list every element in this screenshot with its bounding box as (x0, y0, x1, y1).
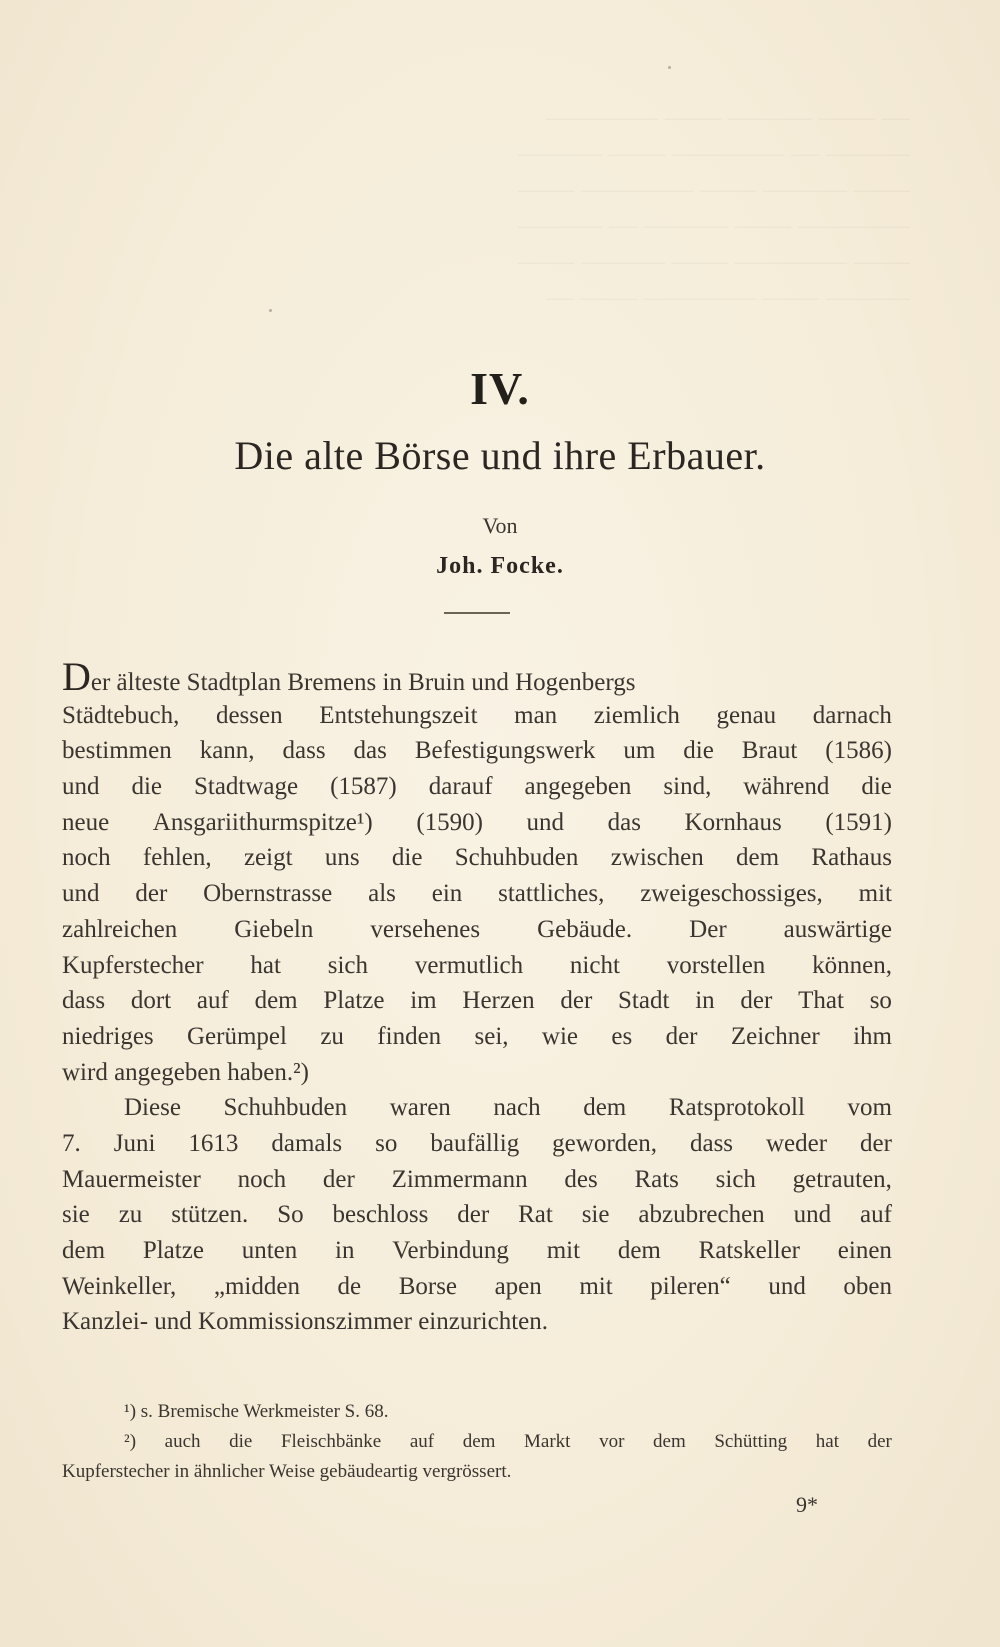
text-line (62, 912, 892, 948)
section-divider (444, 612, 510, 614)
word: das (607, 808, 641, 836)
word: während (743, 773, 830, 801)
word: Schuhbuden (454, 844, 579, 872)
chapter-number: IV. (470, 363, 530, 414)
word: der (867, 1431, 892, 1452)
article-body (62, 654, 892, 1340)
page-signature: 9* (796, 1492, 818, 1517)
word: vom (847, 1094, 892, 1122)
word: und (62, 773, 100, 801)
word: und (793, 1201, 832, 1229)
word: im (410, 987, 437, 1015)
word: können, (812, 951, 892, 979)
text-line: wird angegeben haben.²) (62, 1058, 309, 1086)
text-line (62, 698, 892, 734)
word: wie (541, 1022, 579, 1050)
word: der (322, 1165, 355, 1193)
word: der (665, 1022, 698, 1050)
word: die (683, 737, 714, 765)
word: neue (62, 808, 110, 836)
word: Rat (518, 1201, 553, 1229)
word: stützen. (171, 1201, 249, 1229)
word: unten (241, 1237, 298, 1264)
word: apen (494, 1272, 542, 1300)
word: hat (250, 951, 281, 979)
word: vor (599, 1431, 625, 1452)
bleed-through-background: — —— ——— —— ———— ——— — ———— —— ——— —— ——— —— ———— —— ———— —— ——— — ——— —— ———— —— ——— —— ——— —— ———— —— — (518, 102, 910, 313)
word: weder (766, 1129, 828, 1157)
text-line (62, 1233, 892, 1269)
word: Rathaus (811, 844, 892, 872)
word: Kornhaus (684, 808, 782, 836)
word: „midden (213, 1272, 300, 1300)
word: mit (858, 880, 892, 908)
word: noch (237, 1165, 287, 1193)
word: hat (815, 1431, 840, 1452)
word: (1590) (416, 808, 483, 836)
word: dem (62, 1237, 106, 1264)
word: sind, (663, 773, 712, 801)
word: Ratsprotokoll (668, 1094, 805, 1122)
word: auch (164, 1431, 201, 1452)
word: zeigt (243, 844, 293, 872)
word: Entstehungszeit (319, 701, 478, 729)
word: und (768, 1272, 806, 1300)
word: versehenes (370, 915, 481, 943)
word: sich (327, 951, 369, 979)
word: sei, (474, 1022, 509, 1050)
word: dass (282, 737, 326, 765)
word: sie (581, 1201, 610, 1229)
footnote-2 (62, 1427, 892, 1457)
text-line (62, 1019, 892, 1055)
word: der (135, 880, 168, 908)
word: zwischen (610, 844, 704, 872)
word: Schuhbuden (223, 1094, 348, 1122)
text-line (62, 1162, 892, 1198)
text-line (62, 1197, 892, 1233)
word: Verbindung (392, 1237, 509, 1264)
word: ²) (124, 1431, 137, 1452)
word: Ansgariithurmspitze¹) (152, 808, 373, 836)
word: (1591) (825, 808, 892, 836)
word: zahlreichen (62, 915, 178, 943)
word: getrauten, (792, 1165, 892, 1193)
word: und (526, 808, 565, 836)
word: dem (736, 844, 780, 872)
word: dem (583, 1094, 627, 1122)
word: Der (689, 915, 727, 943)
word: dessen (215, 701, 283, 729)
word: Gebäude. (537, 915, 633, 943)
word: sie (62, 1201, 90, 1229)
word: Ratskeller (698, 1237, 801, 1264)
word: kann, (199, 737, 255, 765)
word: in (695, 987, 715, 1015)
word: That (798, 987, 844, 1015)
word: noch (62, 844, 111, 872)
word: abzubrechen (638, 1201, 765, 1229)
text-line (62, 840, 892, 876)
word: mit (579, 1272, 613, 1300)
word: pileren“ (650, 1272, 731, 1300)
drop-cap: Der älteste Stadtplan Bremens in Bruin und Hogenbergs (62, 654, 636, 699)
word: auf (860, 1201, 892, 1229)
chapter-title: Die alte Börse und ihre Erbauer. (234, 433, 766, 478)
word: die (861, 773, 892, 801)
word: damals (271, 1129, 343, 1157)
word: Städtebuch, (62, 701, 180, 729)
word: mit (546, 1237, 581, 1264)
footnotes (62, 1397, 892, 1487)
word: der (860, 1129, 892, 1157)
word: dem (653, 1431, 686, 1452)
word: Diese (124, 1094, 181, 1122)
word: es (611, 1022, 633, 1050)
word: Obernstrasse (203, 880, 333, 908)
footnote-2-continuation: Kupferstecher in ähnlicher Weise gebäudeartig vergrössert. (62, 1461, 512, 1482)
word: dem (617, 1237, 661, 1264)
word: ein (431, 880, 463, 908)
word: fehlen, (142, 844, 212, 872)
text-line (62, 1090, 892, 1126)
word: darauf (428, 773, 493, 801)
word: der (457, 1201, 490, 1229)
word: vorstellen (666, 951, 766, 979)
word: beschloss (332, 1201, 429, 1229)
word: dass (689, 1129, 734, 1157)
word: niedriges (62, 1022, 154, 1050)
word: ziemlich (593, 701, 680, 729)
word: und (62, 880, 100, 908)
word: baufällig (430, 1129, 520, 1157)
word: Stadtwage (193, 773, 299, 801)
paper-speck (269, 309, 272, 312)
word: so (375, 1129, 398, 1157)
word: bestimmen (62, 737, 172, 765)
word: genau (716, 701, 777, 729)
text-line (62, 805, 892, 841)
word: oben (843, 1272, 892, 1300)
word: Giebeln (234, 915, 314, 943)
word: man (514, 701, 558, 729)
word: darnach (812, 701, 892, 729)
text-line: Kanzlei- und Kommissionszimmer einzurichten. (62, 1308, 548, 1336)
word: zu (118, 1201, 143, 1229)
word: finden (377, 1022, 442, 1050)
word: Platze (142, 1237, 204, 1264)
word: der (560, 987, 593, 1015)
word: waren (389, 1094, 451, 1122)
word: die (229, 1431, 253, 1452)
footnote-1: ¹) s. Bremische Werkmeister S. 68. (124, 1401, 389, 1422)
text-line (62, 1126, 892, 1162)
word: Kupferstecher (62, 951, 204, 979)
text-line (62, 654, 892, 699)
word: auf (196, 987, 229, 1015)
word: geworden, (552, 1129, 657, 1157)
word: vermutlich (414, 951, 524, 979)
text-line (62, 983, 892, 1019)
word: der (740, 987, 773, 1015)
word: dass (62, 987, 106, 1015)
word: Weinkeller, (62, 1272, 177, 1300)
word: 1613 (188, 1129, 239, 1157)
word: Fleischbänke (280, 1431, 382, 1452)
word: auf (409, 1431, 435, 1452)
word: Befestigungswerk (414, 737, 596, 765)
word: So (277, 1201, 304, 1229)
word: dem (462, 1431, 496, 1452)
text-line (62, 948, 892, 984)
word: Stadt (618, 987, 670, 1015)
word: angegeben (524, 773, 632, 801)
text-line (62, 876, 892, 912)
word: auswärtige (783, 915, 892, 943)
word: Gerümpel (187, 1022, 287, 1050)
word: Schütting (714, 1431, 788, 1452)
word: (1586) (825, 737, 892, 765)
word: die (391, 844, 423, 872)
word: de (337, 1272, 362, 1300)
word: Braut (741, 737, 798, 765)
word: als (368, 880, 396, 908)
word: nach (493, 1094, 541, 1122)
word: Mauermeister (62, 1165, 201, 1193)
word: nicht (569, 951, 620, 979)
word: in (335, 1237, 355, 1264)
word: stattliches, (498, 880, 605, 908)
word: Platze (323, 987, 385, 1015)
word: so (869, 987, 892, 1015)
word: (1587) (330, 773, 397, 801)
word: ihm (853, 1022, 892, 1050)
word: Markt (524, 1431, 571, 1452)
author-name: Joh. Focke. (436, 553, 564, 579)
word: dort (130, 987, 172, 1015)
text-line (62, 1269, 892, 1305)
word: einen (837, 1237, 892, 1264)
word: Rats (634, 1165, 679, 1193)
word: die (131, 773, 163, 801)
paper-speck (668, 66, 671, 69)
text-line (62, 769, 892, 805)
byline-von: Von (482, 513, 518, 538)
word: dem (254, 987, 298, 1015)
word: Herzen (462, 987, 535, 1015)
word: zu (320, 1022, 344, 1050)
word: Juni (113, 1129, 156, 1157)
word: des (564, 1165, 598, 1193)
word: Zeichner (730, 1022, 820, 1050)
word: sich (715, 1165, 756, 1193)
word: Zimmermann (391, 1165, 528, 1193)
word: uns (324, 844, 360, 872)
word: zweigeschossiges, (640, 880, 823, 908)
word: 7. (62, 1129, 81, 1157)
word: das (353, 737, 387, 765)
word: Borse (398, 1272, 458, 1300)
text-line (62, 733, 892, 769)
word: um (623, 737, 656, 765)
